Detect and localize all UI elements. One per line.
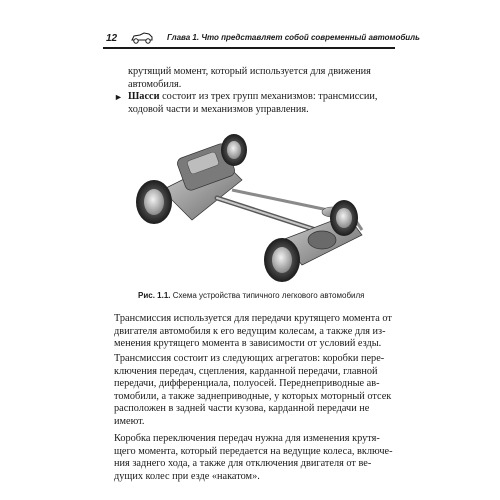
figure-caption-text: Схема устройства типичного легкового автомобиля [170,291,365,300]
text-line: Коробка переключения передач нужна для изменения крутя- [114,433,380,444]
text-line: менения крутящего момента в зависимости от условий езды. [114,338,382,350]
text-line: ключения передач, сцепления, карданной передачи, главной [114,365,378,377]
text-line: дущих колес при езде «накатом». [114,470,260,482]
text-line: автомобиля. [128,78,182,90]
text-line: ния заднего хода, а также для отключения двигателя от ве- [114,458,372,470]
paragraph-transmission-purpose [114,313,392,351]
text-line [128,91,377,104]
header-divider [103,47,395,49]
text-line: двигателя автомобиля к его ведущим колесам, а также для из- [114,325,386,337]
text-line: ходовой части и механизмов управления. [128,103,309,115]
paragraph-transmission-components [114,353,391,429]
drive-shaft [217,198,322,232]
text-line: расположен в задней части кузова, карданной передачи не [114,403,370,415]
front-left-wheel [136,180,172,224]
text-line: крутящий момент, который используется для движения [128,66,371,77]
bullet-item-chassis [114,91,378,116]
rear-left-wheel [264,238,300,282]
chapter-title: Глава 1. Что представляет собой современный автомобиль [167,33,420,42]
text-line: передачи, дифференциала, полуосей. Переднеприводные ав- [114,378,380,390]
text-line: Трансмиссия состоит из следующих агрегатов: коробки пере- [114,353,385,364]
chassis-figure [122,120,378,292]
intro-paragraph [128,66,371,91]
rear-right-wheel [330,200,358,236]
page-header [103,28,420,50]
page-number: 12 [106,33,118,44]
figure-label: Рис. 1.1. [138,291,171,300]
text-line: томобили, а также заднеприводные, у которых моторный отсек [114,390,392,402]
front-right-wheel [221,134,247,166]
bullet-text: состоит из трех групп механизмов: трансмиссии, [159,91,378,102]
text-line: щего момента, который передается на ведущие колеса, включе- [114,445,393,457]
text-line: Трансмиссия используется для передачи крутящего момента от [114,313,392,324]
text-line: имеют. [114,415,145,427]
bullet-term: Шасси [128,91,160,102]
bullet-marker-icon: ► [114,92,123,102]
paragraph-gearbox [114,433,393,483]
figure-caption [138,291,365,300]
car-icon [130,32,154,44]
